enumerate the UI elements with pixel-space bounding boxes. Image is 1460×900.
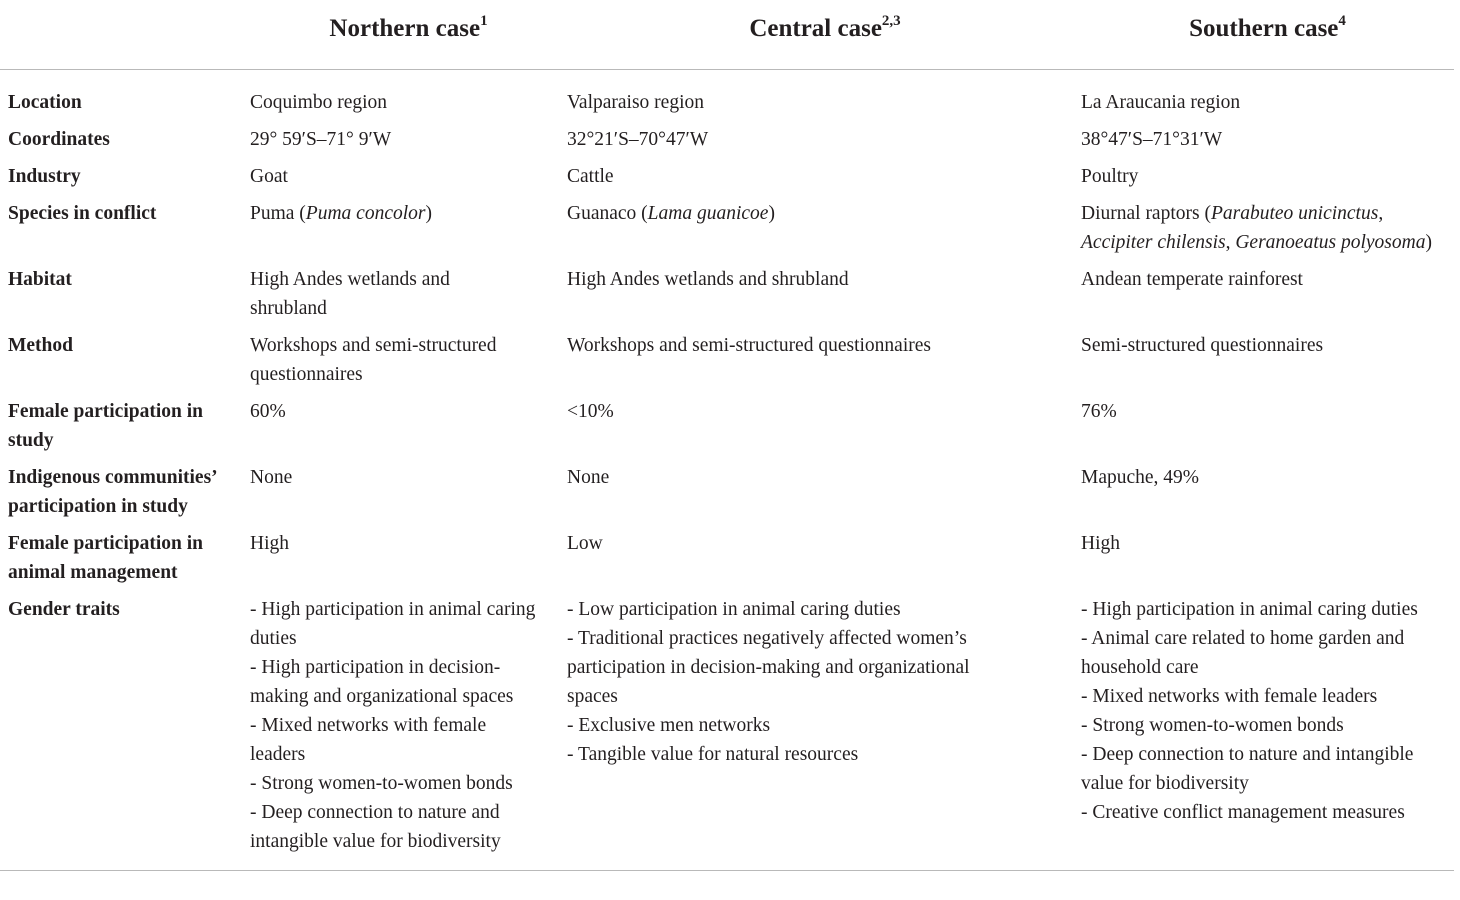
list-item: - Animal care related to home garden and household care <box>1081 628 1405 678</box>
header-southern-case <box>1081 0 1454 70</box>
cell-southern: 38°47′S–71°31′W <box>1081 129 1223 150</box>
scientific-name: Geranoeatus polyosoma <box>1235 232 1426 253</box>
list-item: - Mixed networks with female leaders <box>250 715 487 765</box>
cell-northern: 29° 59′S–71° 9′W <box>250 129 392 150</box>
cell-central <box>567 595 1081 871</box>
cell-northern <box>250 595 567 871</box>
scientific-name: Parabuteo unicinctus <box>1210 203 1379 224</box>
row-label: Female participation in animal management <box>8 533 203 583</box>
list-item: - Strong women-to-women bonds <box>1081 715 1344 736</box>
list-item: - Deep connection to nature and intangible value for biodiversity <box>1081 744 1414 794</box>
cell-southern: Mapuche, 49% <box>1081 467 1200 488</box>
list-item: - Traditional practices negatively affected women’s participation in decision-making and organizational spaces <box>567 628 970 707</box>
cell-central: 32°21′S–70°47′W <box>567 129 709 150</box>
list-item: - Low participation in animal caring duties <box>567 599 901 620</box>
common-name: Diurnal raptors ( <box>1081 203 1211 224</box>
list-item: - Deep connection to nature and intangible value for biodiversity <box>250 802 501 852</box>
cell-southern <box>1081 199 1454 265</box>
cell-southern: Andean temperate rainforest <box>1081 269 1303 290</box>
cell-southern <box>1081 595 1454 871</box>
cell-northern: None <box>250 467 293 488</box>
list-item: - Exclusive men networks <box>567 715 771 736</box>
row-habitat <box>0 265 1454 331</box>
row-species-in-conflict <box>0 199 1454 265</box>
row-coordinates <box>0 125 1454 162</box>
paren-close: ) <box>1425 232 1432 253</box>
header-empty <box>0 0 250 70</box>
header-central-case <box>567 0 1081 70</box>
list-item: - Tangible value for natural resources <box>567 744 859 765</box>
paren-close: ) <box>768 203 775 224</box>
list-item: - High participation in animal caring duties <box>250 599 536 649</box>
header-southern-footnote: 4 <box>1338 12 1346 29</box>
cell-southern: 76% <box>1081 401 1117 422</box>
header-northern-case <box>250 0 567 70</box>
row-label: Gender traits <box>0 595 250 871</box>
list-item: - High participation in animal caring duties <box>1081 599 1418 620</box>
row-female-participation-management <box>0 529 1454 595</box>
header-northern-footnote: 1 <box>480 12 488 29</box>
row-label: Location <box>8 92 82 113</box>
cell-central: Valparaiso region <box>567 92 704 113</box>
cell-northern <box>250 199 567 265</box>
scientific-name: Lama guanicoe <box>647 203 769 224</box>
paren-close: ) <box>425 203 432 224</box>
cell-southern: Semi-structured questionnaires <box>1081 335 1324 356</box>
cell-central: Low <box>567 533 603 554</box>
row-indigenous-participation <box>0 463 1454 529</box>
cell-northern: High Andes wetlands and shrubland <box>250 269 450 319</box>
cell-northern: High <box>250 533 289 554</box>
cell-central: <10% <box>567 401 614 422</box>
row-label: Industry <box>8 166 81 187</box>
row-gender-traits <box>0 595 1454 871</box>
cell-southern: Poultry <box>1081 166 1139 187</box>
scientific-name: Accipiter chilensis <box>1081 232 1226 253</box>
cell-northern: Goat <box>250 166 288 187</box>
row-label: Female participation in study <box>8 401 203 451</box>
separator: , <box>1225 232 1236 253</box>
list-item: - Mixed networks with female leaders <box>1081 686 1378 707</box>
row-label: Method <box>8 335 73 356</box>
common-name: Guanaco ( <box>567 203 648 224</box>
row-label: Habitat <box>8 269 72 290</box>
list-item: - Creative conflict management measures <box>1081 802 1405 823</box>
separator: , <box>1378 203 1384 224</box>
row-female-participation-study <box>0 397 1454 463</box>
cell-central: High Andes wetlands and shrubland <box>567 269 849 290</box>
row-industry <box>0 162 1454 199</box>
common-name: Puma ( <box>250 203 306 224</box>
row-location <box>0 70 1454 126</box>
header-central-footnote: 2,3 <box>881 12 901 29</box>
row-label: Species in conflict <box>8 203 157 224</box>
row-label: Indigenous communities’ participation in study <box>8 467 217 517</box>
list-item: - Strong women-to-women bonds <box>250 773 513 794</box>
list-item: - High participation in decision-making and organizational spaces <box>250 657 514 707</box>
cell-central: None <box>567 467 610 488</box>
header-northern-label: Northern case <box>329 15 481 42</box>
cell-southern: La Araucania region <box>1081 92 1241 113</box>
scientific-name: Puma concolor <box>305 203 426 224</box>
header-central-label: Central case <box>749 15 882 42</box>
cell-northern: 60% <box>250 401 286 422</box>
cell-northern: Coquimbo region <box>250 92 388 113</box>
cell-central: Workshops and semi-structured questionnaires <box>567 335 931 356</box>
header-southern-label: Southern case <box>1189 15 1339 42</box>
header-row <box>0 0 1454 70</box>
cell-northern: Workshops and semi-structured questionnaires <box>250 335 497 385</box>
row-method <box>0 331 1454 397</box>
cell-central: Cattle <box>567 166 614 187</box>
row-label: Coordinates <box>8 129 110 150</box>
cell-southern: High <box>1081 533 1120 554</box>
cell-central <box>567 199 1081 265</box>
